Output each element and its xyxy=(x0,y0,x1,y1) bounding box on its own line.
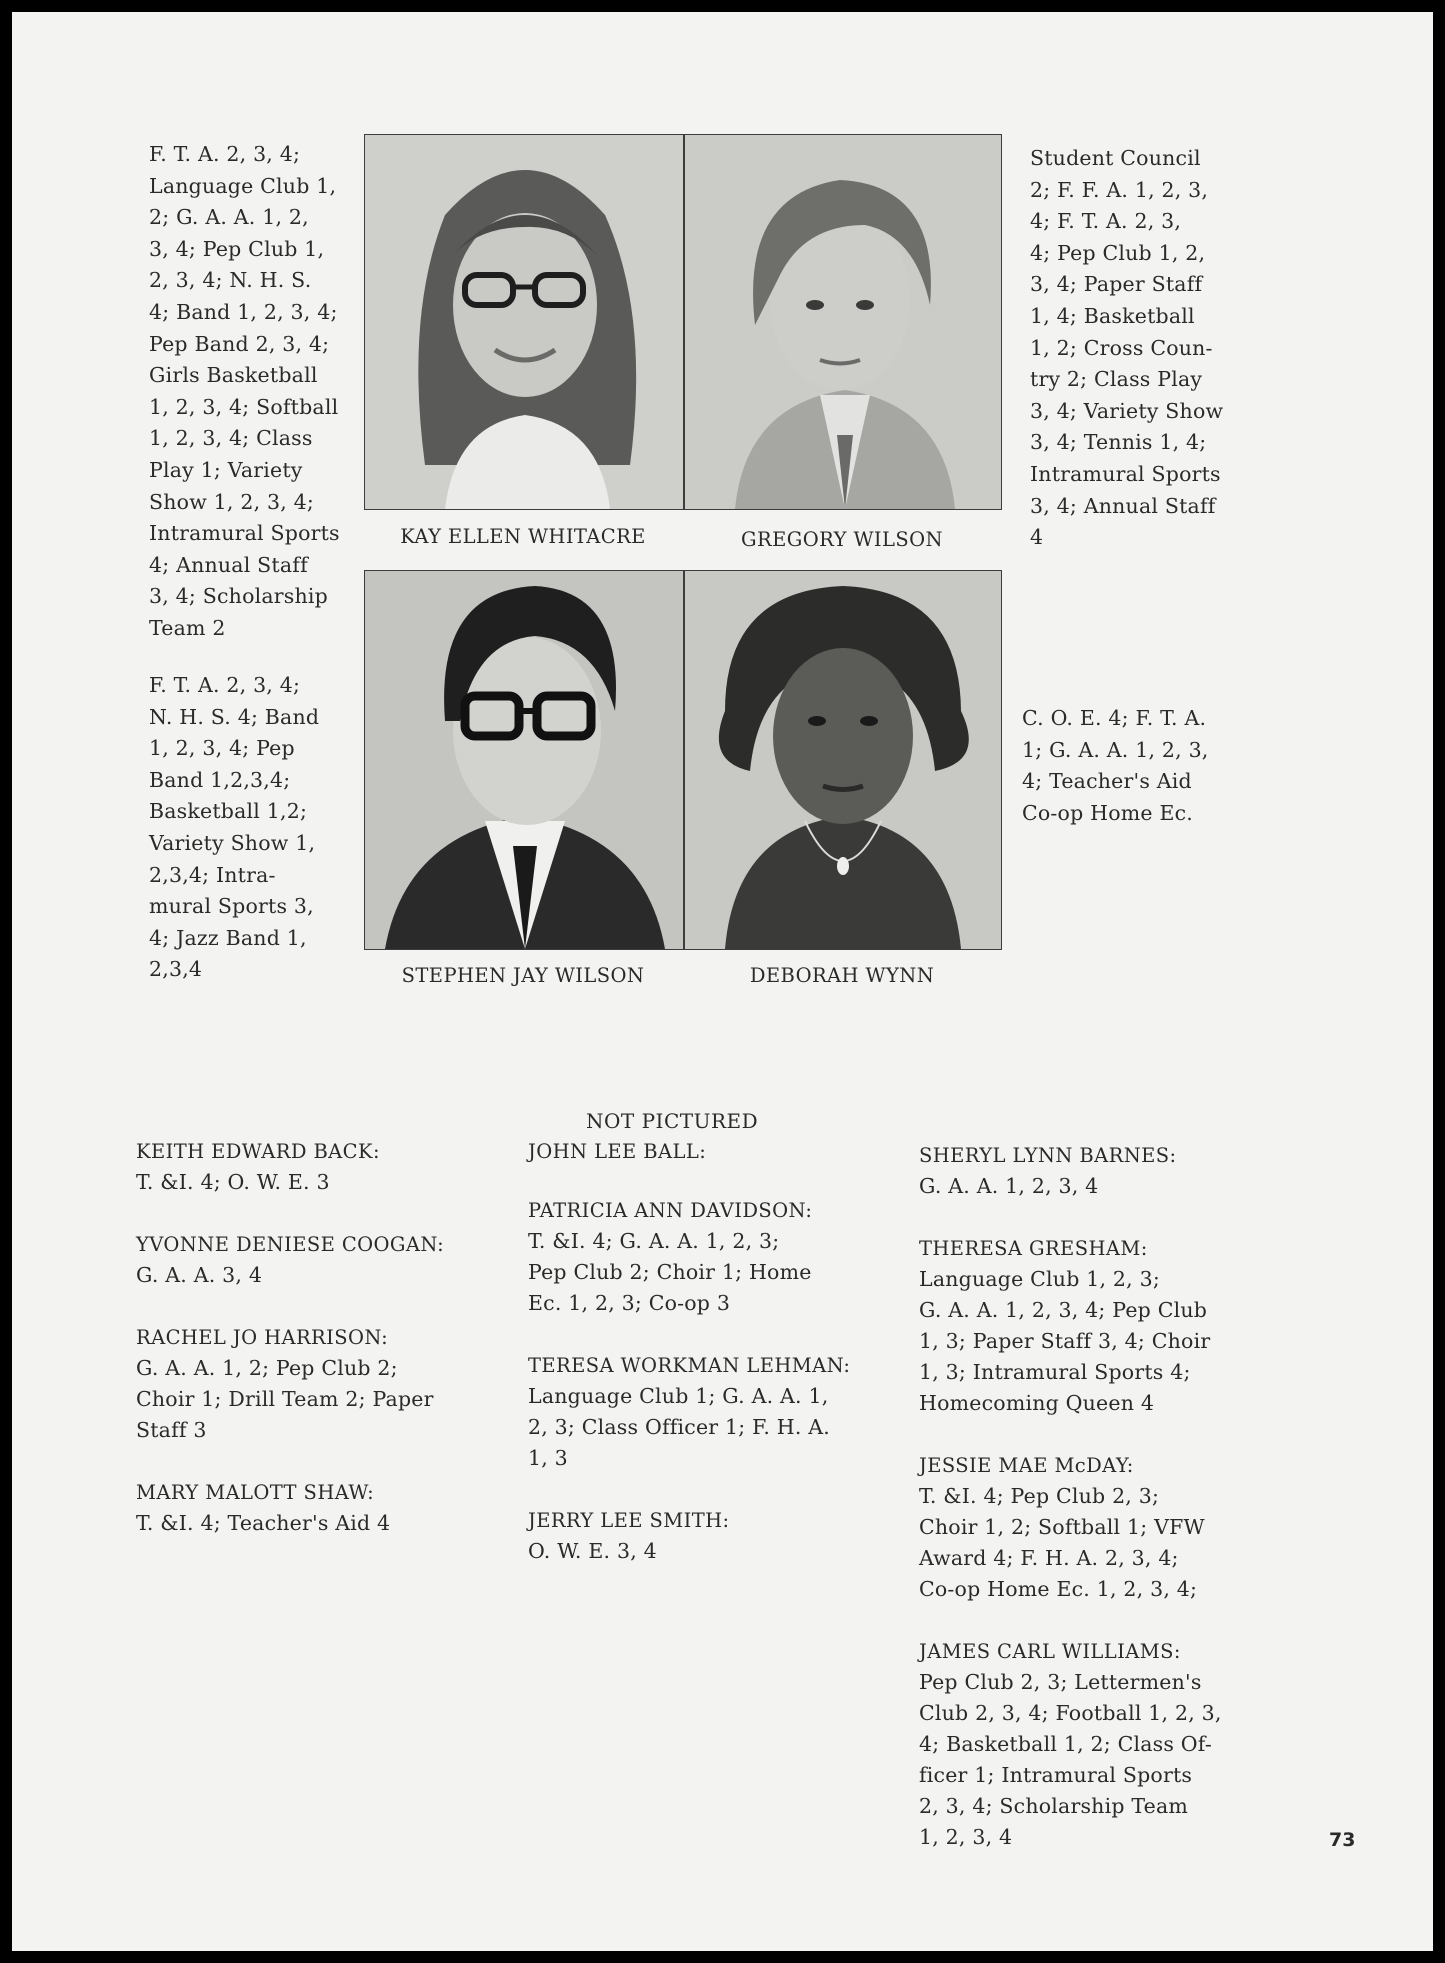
student-activities: Language Club 1, 2, 3; G. A. A. 1, 2, 3, 4; Pep Club 1, 3; Paper Staff 3, 4; Choir 1, 3; Intramural Sports 4; Homecoming Queen 4 xyxy=(919,1267,1211,1415)
not-pictured-column-1 xyxy=(136,1136,486,1570)
caption-stephen-jay-wilson: STEPHEN JAY WILSON xyxy=(401,964,645,987)
student-name: RACHEL JO HARRISON: xyxy=(136,1326,389,1349)
student-activities: G. A. A. 1, 2, 3, 4 xyxy=(919,1174,1099,1198)
caption-gregory-wilson: GREGORY WILSON xyxy=(741,528,943,551)
student-name: PATRICIA ANN DAVIDSON: xyxy=(528,1199,813,1222)
student-name: JOHN LEE BALL: xyxy=(528,1140,707,1163)
photo-deborah-wynn xyxy=(684,570,1002,950)
activities-deborah-wynn: C. O. E. 4; F. T. A. 1; G. A. A. 1, 2, 3, 4; Teacher's Aid Co-op Home Ec. xyxy=(1022,706,1209,825)
page-number: 73 xyxy=(1329,1829,1356,1851)
student-activities: T. &I. 4; G. A. A. 1, 2, 3; Pep Club 2; Choir 1; Home Ec. 1, 2, 3; Co-op 3 xyxy=(528,1229,812,1315)
yearbook-page xyxy=(12,12,1433,1951)
caption-kay-ellen-whitacre: KAY ELLEN WHITACRE xyxy=(400,525,646,548)
not-pictured-column-3 xyxy=(919,1140,1269,1884)
student-name: TERESA WORKMAN LEHMAN: xyxy=(528,1354,851,1377)
list-item xyxy=(528,1195,878,1319)
caption-deborah-wynn: DEBORAH WYNN xyxy=(749,964,935,987)
list-item xyxy=(136,1229,486,1291)
photo-stephen-jay-wilson xyxy=(364,570,684,950)
student-name: JERRY LEE SMITH: xyxy=(528,1509,730,1532)
student-name: MARY MALOTT SHAW: xyxy=(136,1481,375,1504)
student-activities: T. &I. 4; O. W. E. 3 xyxy=(136,1170,330,1194)
student-activities: Language Club 1; G. A. A. 1, 2, 3; Class Officer 1; F. H. A. 1, 3 xyxy=(528,1384,830,1470)
student-name: JAMES CARL WILLIAMS: xyxy=(919,1640,1181,1663)
list-item xyxy=(919,1140,1269,1202)
not-pictured-heading: NOT PICTURED xyxy=(586,1109,759,1133)
list-item xyxy=(919,1636,1269,1853)
student-activities: O. W. E. 3, 4 xyxy=(528,1539,657,1563)
activities-gregory-wilson: Student Council 2; F. F. A. 1, 2, 3, 4; F. T. A. 2, 3, 4; Pep Club 1, 2, 3, 4; Paper Staff 1, 4; Basketball 1, 2; Cross Coun- try 2; Class Play 3, 4; Variety Show 3, 4; Tennis 1, 4; Intramural Sports 3, 4; Annual Staff 4 xyxy=(1030,146,1224,550)
list-item xyxy=(528,1136,878,1167)
student-name: SHERYL LYNN BARNES: xyxy=(919,1144,1177,1167)
activities-kay-ellen-whitacre: F. T. A. 2, 3, 4; Language Club 1, 2; G. A. A. 1, 2, 3, 4; Pep Club 1, 2, 3, 4; N. H. S. 4; Band 1, 2, 3, 4; Pep Band 2, 3, 4; Girls Basketball 1, 2, 3, 4; Softball 1, 2, 3, 4; Class Play 1; Variety Show 1, 2, 3, 4; Intramural Sports 4; Annual Staff 3, 4; Scholarship Team 2 xyxy=(149,142,340,640)
student-name: THERESA GRESHAM: xyxy=(919,1237,1148,1260)
photo-gregory-wilson xyxy=(684,134,1002,510)
list-item xyxy=(528,1505,878,1567)
student-activities: G. A. A. 3, 4 xyxy=(136,1263,263,1287)
activities-stephen-jay-wilson: F. T. A. 2, 3, 4; N. H. S. 4; Band 1, 2, 3, 4; Pep Band 1,2,3,4; Basketball 1,2; Variety Show 1, 2,3,4; Intra- mural Sports 3, 4; Jazz Band 1, 2,3,4 xyxy=(149,673,320,982)
list-item xyxy=(919,1233,1269,1419)
student-name: KEITH EDWARD BACK: xyxy=(136,1140,380,1163)
list-item xyxy=(919,1450,1269,1605)
student-activities: T. &I. 4; Pep Club 2, 3; Choir 1, 2; Softball 1; VFW Award 4; F. H. A. 2, 3, 4; Co-op Home Ec. 1, 2, 3, 4; xyxy=(919,1484,1205,1601)
photo-kay-ellen-whitacre xyxy=(364,134,684,510)
list-item xyxy=(136,1322,486,1446)
not-pictured-column-2 xyxy=(528,1136,878,1598)
list-item xyxy=(528,1350,878,1474)
student-activities: Pep Club 2, 3; Lettermen's Club 2, 3, 4; Football 1, 2, 3, 4; Basketball 1, 2; Class Of- ficer 1; Intramural Sports 2, 3, 4; Scholarship Team 1, 2, 3, 4 xyxy=(919,1670,1222,1849)
list-item xyxy=(136,1477,486,1539)
student-activities: T. &I. 4; Teacher's Aid 4 xyxy=(136,1511,391,1535)
student-activities: G. A. A. 1, 2; Pep Club 2; Choir 1; Drill Team 2; Paper Staff 3 xyxy=(136,1356,434,1442)
list-item xyxy=(136,1136,486,1198)
student-name: JESSIE MAE McDAY: xyxy=(919,1454,1134,1477)
student-name: YVONNE DENIESE COOGAN: xyxy=(136,1233,445,1256)
